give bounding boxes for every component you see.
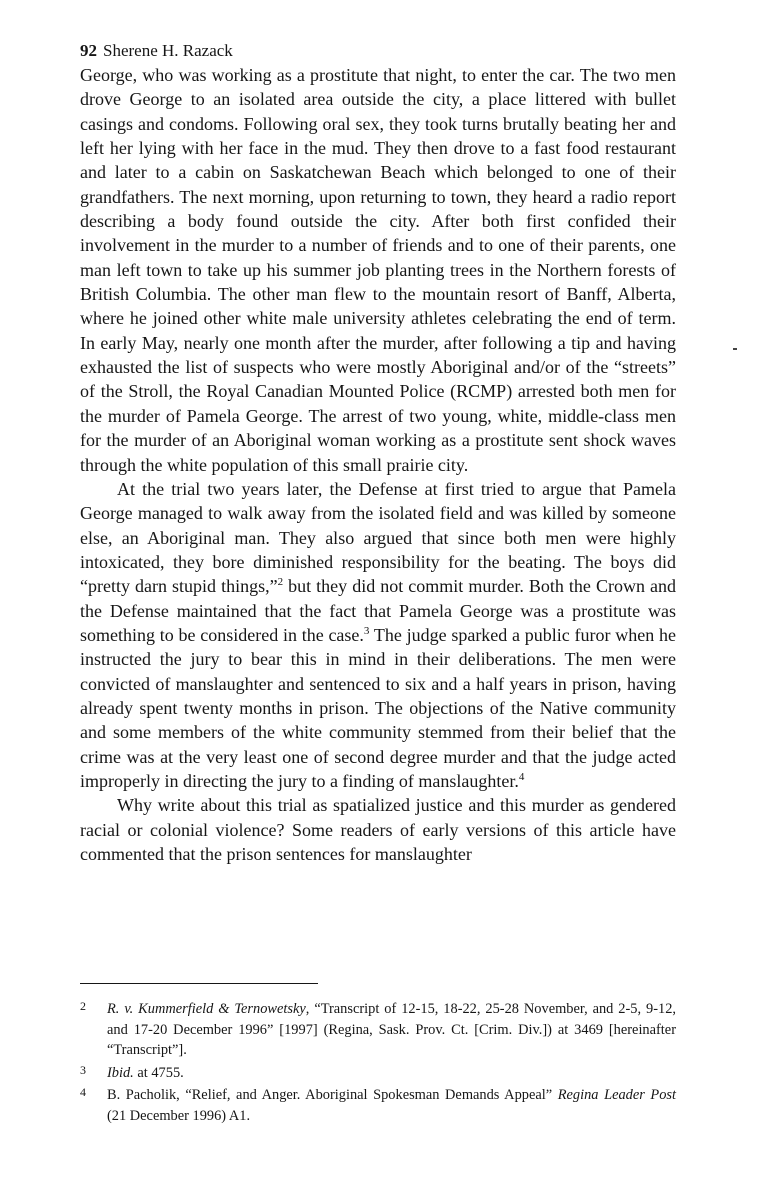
footnote-ref: 3 [363, 624, 370, 637]
margin-mark [733, 348, 737, 350]
page-number: 92 [80, 41, 97, 60]
footnote-number: 2 [80, 999, 86, 1013]
text-run: George, who was working as a prostitute that night, to enter the car. The two men drove George to an isolated area outside the city, a place littered with bullet casings and condoms. Following oral sex, they took turns brutally beating her and left her lying with her face in the mud. They then drove to a fast food restaurant and later to a cabin on Saskatchewan Beach which belonged to one of their grandfathers. The next morning, upon returning to town, they heard a radio report describing a body found outside the city. After both first confided their involvement in the murder to a number of friends and to one of their parents, one man left town to take up his summer job planting trees in the Northern forests of British Columbia. The other man flew to the mountain resort of Banff, Alberta, where he joined other white male university athletes celebrating the end of term. In early May, nearly one month after the murder, after following a tip and having exhausted the list of suspects who were mostly Aboriginal and/or of the “streets” of the Stroll, the Royal Canadian Mounted Police (RCMP) arrested both men for the murder of Pamela George. The arrest of two young, white, middle-class men for the murder of an Aboriginal woman working as a prostitute sent shock waves through the white population of this small prairie city. [80, 65, 676, 475]
footnote [80, 1063, 676, 1084]
text-run: at 4755. [133, 1064, 184, 1081]
text-run: At the trial two years later, the Defense at first tried to argue that Pamela George managed to walk away from the isolated field and was killed by someone else, an Aboriginal man. They also argued that since both men were highly intoxicated, they bore diminished responsibility for the beating. The boys did “pretty darn stupid things,” [80, 478, 676, 597]
paragraph [80, 477, 676, 793]
footnote [80, 1085, 676, 1126]
text-run: (21 December 1996) A1. [107, 1107, 251, 1124]
running-header [80, 40, 233, 62]
italic-text: Regina Leader Post [557, 1087, 677, 1103]
paragraph [80, 793, 676, 866]
footnote-number: 3 [80, 1062, 86, 1077]
paragraph [80, 63, 676, 477]
italic-text: R. v. Kummerfield & Ternowetsky [107, 1001, 306, 1017]
footnote-rule [80, 983, 318, 984]
italic-text: Ibid. [107, 1064, 134, 1081]
footnote-ref: 2 [277, 576, 284, 589]
text-run: The judge sparked a public furor when he instructed the jury to bear this in mind in their deliberations. The men were convicted of manslaughter and sentenced to six and a half years in prison, having already spent twenty months in prison. The objections of the Native community and some members of the white community stemmed from their belief that the crime was at the very least one of second degree murder and that the judge acted improperly in directing the jury to a finding of manslaughter. [80, 624, 676, 791]
text-run: B. Pacholik, “Relief, and Anger. Aboriginal Spokesman Demands Appeal” [107, 1087, 558, 1103]
body-text [80, 63, 676, 866]
text-run: , “Transcript of 12-15, 18-22, 25-28 November, and 2-5, 9-12, and 17-20 December 1996” [1997] (Regina, Sask. Prov. Ct. [Crim. Div.]) at 3469 [hereinafter “Transcript”]. [107, 1001, 676, 1058]
footnote-number: 4 [80, 1085, 86, 1099]
running-head-author: Sherene H. Razack [103, 41, 233, 60]
text-run: but they did not commit murder. Both the Crown and the Defense maintained that the fact that Pamela George was a prostitute was something to be considered in the case. [80, 576, 676, 645]
text-run: Why write about this trial as spatialized justice and this murder as gendered racial or colonial violence? Some readers of early versions of this article have commented that the prison sentences for manslaughter [80, 795, 676, 864]
footnote-ref: 4 [518, 770, 525, 783]
footnotes [80, 999, 676, 1128]
footnote [80, 999, 676, 1061]
